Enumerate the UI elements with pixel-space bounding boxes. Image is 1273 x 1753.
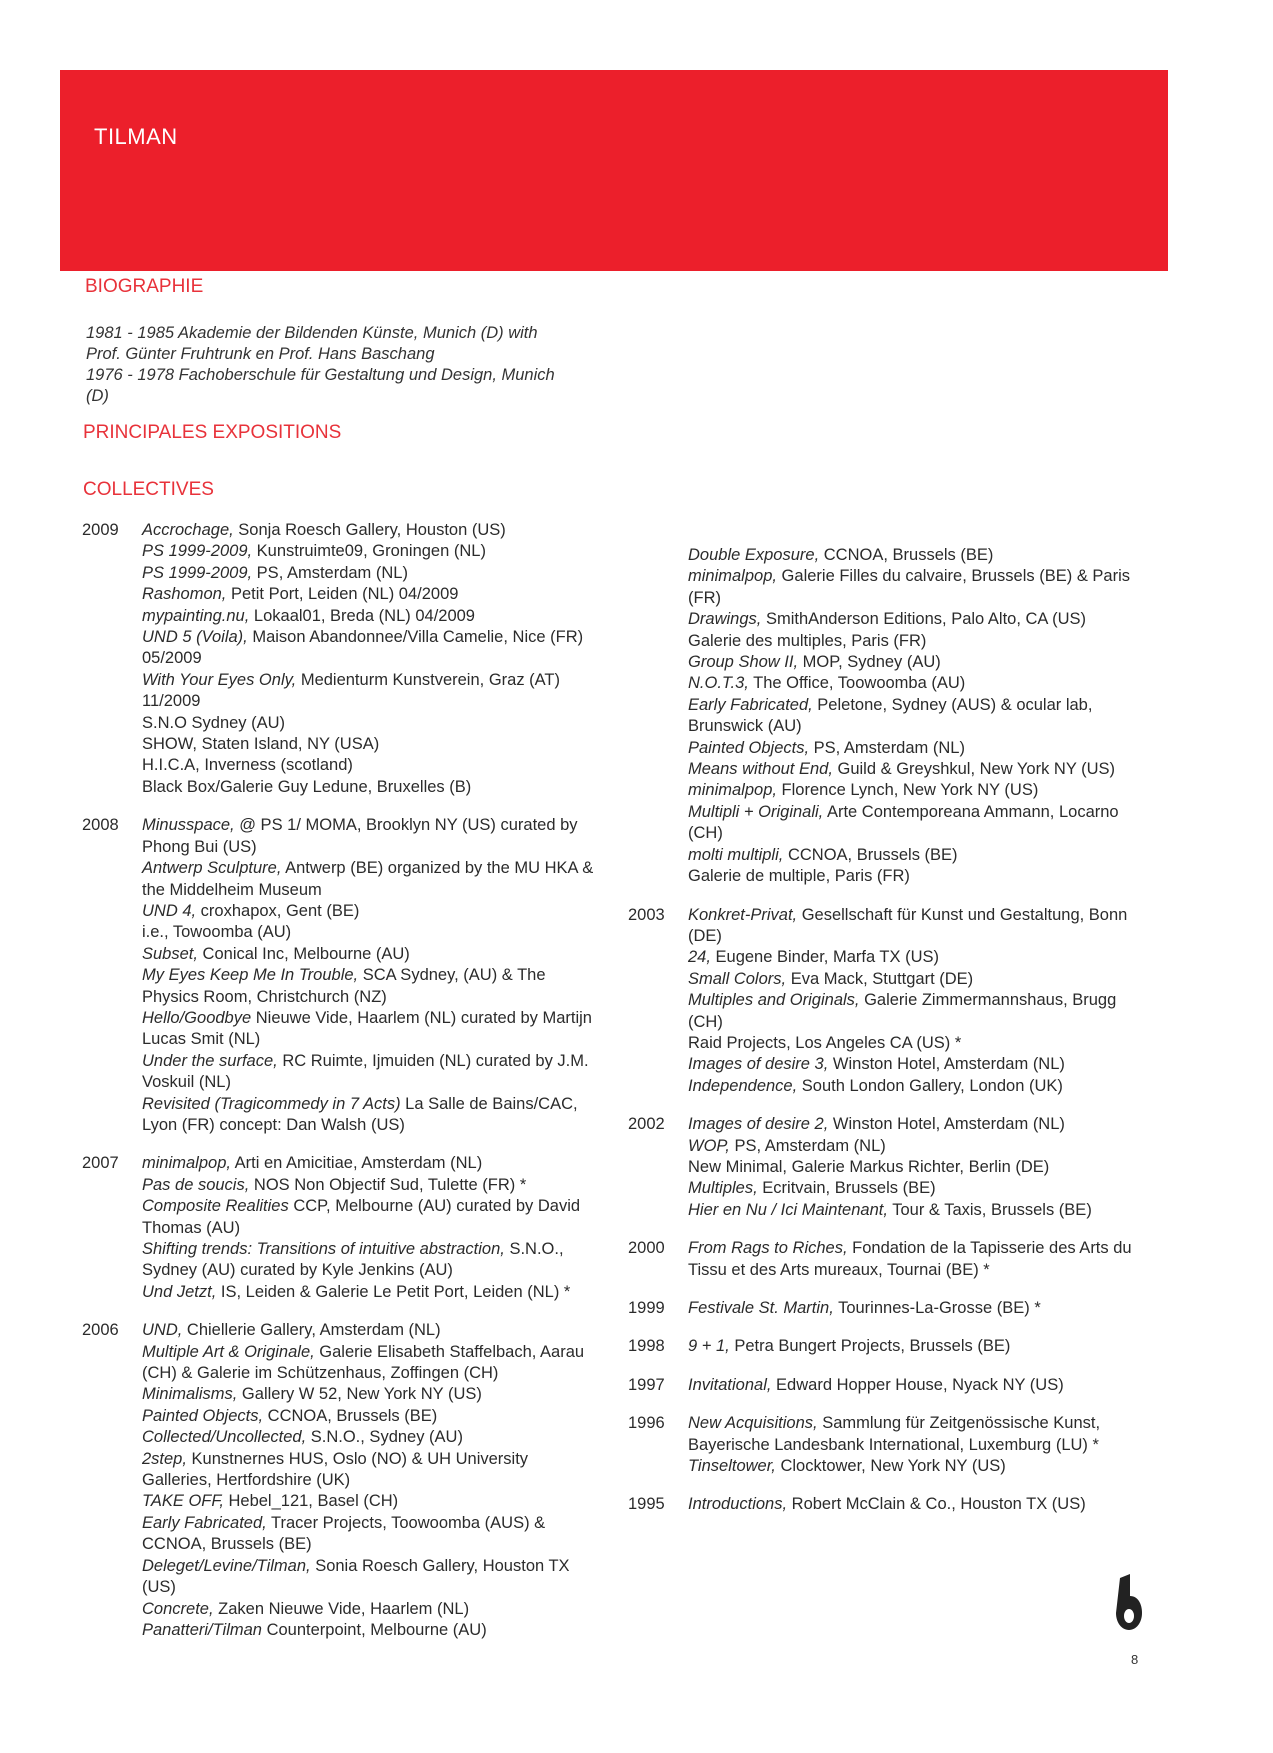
exhibition-title: 2step, xyxy=(142,1449,187,1468)
exhibition-entry xyxy=(688,1054,1148,1075)
exhibition-title: Hier en Nu / Ici Maintenant, xyxy=(688,1200,888,1219)
exhibition-title: Multipli + Originali, xyxy=(688,802,824,821)
exhibition-venue: Winston Hotel, Amsterdam (NL) xyxy=(828,1115,1065,1134)
year-label: 1996 xyxy=(628,1414,665,1433)
exhibition-venue: Zaken Nieuwe Vide, Haarlem (NL) xyxy=(213,1599,470,1618)
exhibition-title: UND 4, xyxy=(142,901,197,920)
exhibition-venue: RC Ruimte, Ijmuiden (NL) curated by J.M. Voskuil (NL) xyxy=(142,1051,589,1092)
exhibition-venue: NOS Non Objectif Sud, Tulette (FR) * xyxy=(249,1175,527,1194)
exhibition-title: Introductions, xyxy=(688,1495,788,1514)
exhibition-title: Drawings, xyxy=(688,610,762,629)
exhibition-venue: Edward Hopper House, Nyack NY (US) xyxy=(771,1375,1064,1394)
exhibition-entry xyxy=(688,609,1148,630)
exhibition-entry xyxy=(142,627,602,670)
exhibition-entry xyxy=(142,606,602,627)
year-label: 2007 xyxy=(82,1154,119,1173)
exhibition-title: Und Jetzt, xyxy=(142,1282,217,1301)
exhibition-entry xyxy=(142,755,602,776)
exhibition-title: Concrete, xyxy=(142,1599,214,1618)
exhibition-entry xyxy=(688,780,1148,801)
exhibition-entry xyxy=(142,901,602,922)
exhibition-entry xyxy=(688,947,1148,968)
exhibition-venue: Clocktower, New York NY (US) xyxy=(775,1457,1006,1476)
exhibition-title: New Acquisitions, xyxy=(688,1414,818,1433)
exhibition-entry xyxy=(688,1413,1148,1456)
exhibition-entry xyxy=(142,1008,602,1051)
exhibition-entry xyxy=(688,759,1148,780)
exhibition-venue: Tourinnes-La-Grosse (BE) * xyxy=(833,1299,1041,1317)
exhibition-venue: Galerie de multiple, Paris (FR) xyxy=(688,867,910,886)
exhibition-venue: Galerie Zimmermannshaus, Brugg (CH) xyxy=(688,991,1117,1031)
exhibition-venue: Gallery W 52, New York NY (US) xyxy=(237,1385,482,1404)
header-banner xyxy=(60,70,1168,271)
exhibition-title: N.O.T.3, xyxy=(688,674,749,693)
exhibition-venue: Arte Contemporeana Ammann, Locarno (CH) xyxy=(688,802,1119,843)
exhibition-title: Subset, xyxy=(142,944,198,963)
exhibition-entry xyxy=(688,673,1148,694)
exhibition-title: My Eyes Keep Me In Trouble, xyxy=(142,966,359,985)
exhibition-venue: Petra Bungert Projects, Brussels (BE) xyxy=(729,1337,1011,1356)
exhibition-venue: Eugene Binder, Marfa TX (US) xyxy=(710,948,939,967)
exhibition-venue: Sonia Roesch Gallery, Houston TX (US) xyxy=(142,1556,570,1597)
exhibition-title: Early Fabricated, xyxy=(688,695,813,714)
exhibition-title: Shifting trends: Transitions of intuitive abstraction, xyxy=(142,1240,505,1258)
exhibition-year-group xyxy=(628,1413,1148,1477)
exhibition-venue: Sonja Roesch Gallery, Houston (US) xyxy=(233,521,506,539)
exhibition-title: molti multipli, xyxy=(688,845,784,864)
exhibition-entry xyxy=(142,541,602,562)
exhibition-entry xyxy=(688,802,1148,845)
exhibition-entry xyxy=(142,1051,602,1094)
exhibition-title: Composite Realities xyxy=(142,1197,289,1216)
exhibition-entry xyxy=(142,777,602,798)
exhibition-venue: CCNOA, Brussels (BE) xyxy=(819,546,994,564)
exhibition-title: Minimalisms, xyxy=(142,1385,238,1404)
exhibition-venue: Kunstruimte09, Groningen (NL) xyxy=(252,542,486,561)
exhibition-entry xyxy=(688,695,1148,738)
exhibition-entry xyxy=(688,1114,1148,1135)
exhibition-title: Independence, xyxy=(688,1076,798,1095)
exhibition-title: 9 + 1, xyxy=(688,1337,730,1356)
exhibition-title: Images of desire 3, xyxy=(688,1055,829,1074)
exhibition-venue: Galerie Filles du calvaire, Brussels (BE) & Paris (FR) xyxy=(688,567,1130,607)
exhibition-venue: Nieuwe Vide, Haarlem (NL) curated by Martijn Lucas Smit (NL) xyxy=(142,1008,592,1049)
exhibition-entry xyxy=(142,520,602,541)
exhibition-title: Pas de soucis, xyxy=(142,1175,250,1194)
exhibition-entry xyxy=(688,1298,1148,1319)
exhibition-entry xyxy=(142,1513,602,1556)
year-label: 2003 xyxy=(628,905,665,924)
exhibition-venue: SCA Sydney, (AU) & The Physics Room, Christchurch (NZ) xyxy=(142,966,546,1006)
exhibition-year-group xyxy=(628,1336,1148,1357)
exhibition-entry xyxy=(688,1157,1148,1178)
year-label: 1995 xyxy=(628,1495,665,1514)
exhibition-title: Group Show II, xyxy=(688,653,799,672)
exhibition-venue: CCP, Melbourne (AU) curated by David Thomas (AU) xyxy=(142,1197,581,1237)
exhibition-venue: La Salle de Bains/CAC, Lyon (FR) concept: Dan Walsh (US) xyxy=(142,1094,578,1134)
exhibition-year-group xyxy=(82,520,602,798)
exhibition-title: Double Exposure, xyxy=(688,546,820,564)
exhibition-entry xyxy=(142,922,602,943)
exhibition-entry xyxy=(688,1033,1148,1054)
section-biographie: BIOGRAPHIE xyxy=(85,276,204,297)
exhibition-entry xyxy=(688,566,1148,609)
exhibition-title: Festivale St. Martin, xyxy=(688,1299,834,1317)
exhibition-venue: CCNOA, Brussels (BE) xyxy=(263,1406,438,1425)
exhibition-entry xyxy=(142,1094,602,1137)
exhibition-entry xyxy=(688,990,1148,1033)
exhibition-venue: Maison Abandonnee/Villa Camelie, Nice (FR) 05/2009 xyxy=(142,628,584,668)
exhibition-venue: South London Gallery, London (UK) xyxy=(797,1076,1063,1095)
exhibition-entry xyxy=(688,1178,1148,1199)
exhibition-venue: IS, Leiden & Galerie Le Petit Port, Leiden (NL) * xyxy=(216,1282,571,1301)
exhibition-entry xyxy=(142,563,602,584)
exhibition-title: Invitational, xyxy=(688,1375,772,1394)
exhibition-venue: Winston Hotel, Amsterdam (NL) xyxy=(828,1055,1065,1074)
exhibition-title: Collected/Uncollected, xyxy=(142,1428,307,1447)
exhibition-venue: Counterpoint, Melbourne (AU) xyxy=(262,1620,487,1639)
exhibition-venue: @ PS 1/ MOMA, Brooklyn NY (US) curated by Phong Bui (US) xyxy=(142,816,578,856)
exhibition-venue: S.N.O., Sydney (AU) curated by Kyle Jenkins (AU) xyxy=(142,1240,564,1280)
exhibition-entry xyxy=(142,734,602,755)
year-label: 2009 xyxy=(82,521,119,539)
exhibition-title: minimalpop, xyxy=(688,781,777,800)
exhibition-title: Painted Objects, xyxy=(688,738,810,757)
exhibition-title: Konkret-Privat, xyxy=(688,905,798,924)
publisher-logo-icon xyxy=(1116,1574,1142,1635)
exhibition-venue: S.N.O., Sydney (AU) xyxy=(306,1428,463,1447)
exhibition-title: WOP, xyxy=(688,1136,730,1155)
exhibition-title: Panatteri/Tilman xyxy=(142,1620,262,1639)
exhibition-venue: SmithAnderson Editions, Palo Alto, CA (US) xyxy=(761,610,1087,629)
exhibition-entry xyxy=(142,1406,602,1427)
exhibition-venue: CCNOA, Brussels (BE) xyxy=(783,845,958,864)
exhibition-venue: Galerie Elisabeth Staffelbach, Aarau (CH) & Galerie im Schützenhaus, Zoffingen (CH) xyxy=(142,1342,585,1383)
exhibition-entry xyxy=(142,1320,602,1341)
exhibition-title: Antwerp Sculpture, xyxy=(142,859,282,878)
exhibition-entry xyxy=(688,652,1148,673)
exhibition-entry xyxy=(688,866,1148,887)
exhibition-venue: Tour & Taxis, Brussels (BE) xyxy=(887,1200,1092,1219)
exhibition-title: Under the surface, xyxy=(142,1051,278,1070)
exhibition-entry xyxy=(142,1175,602,1196)
exhibition-year-group xyxy=(628,1375,1148,1396)
exhibition-venue: Eva Mack, Stuttgart (DE) xyxy=(786,969,974,988)
exhibition-venue: Arti en Amicitiae, Amsterdam (NL) xyxy=(230,1154,483,1173)
exhibition-entry xyxy=(142,670,602,713)
exhibition-entry xyxy=(142,965,602,1008)
exhibition-entry xyxy=(142,1556,602,1599)
exhibition-venue: Florence Lynch, New York NY (US) xyxy=(776,781,1039,800)
exhibition-entry xyxy=(142,1153,602,1174)
exhibition-venue: PS, Amsterdam (NL) xyxy=(252,563,408,582)
exhibition-title: Means without End, xyxy=(688,760,833,779)
exhibition-year-group xyxy=(628,1238,1148,1281)
exhibition-venue: Ecritvain, Brussels (BE) xyxy=(757,1179,936,1198)
right-column xyxy=(628,545,1148,1516)
bio-line: Prof. Günter Fruhtrunk en Prof. Hans Baschang xyxy=(86,345,435,363)
exhibition-title: From Rags to Riches, xyxy=(688,1239,848,1258)
exhibition-title: PS 1999-2009, xyxy=(142,542,253,561)
exhibition-entry xyxy=(688,1136,1148,1157)
year-label: 2000 xyxy=(628,1239,665,1258)
exhibition-venue: Guild & Greyshkul, New York NY (US) xyxy=(832,760,1116,779)
exhibition-entry xyxy=(688,545,1148,566)
exhibition-venue: Tracer Projects, Toowoomba (AUS) & CCNOA, Brussels (BE) xyxy=(142,1513,546,1554)
exhibition-entry xyxy=(688,1336,1148,1357)
exhibition-year-group xyxy=(628,1494,1148,1515)
biography-text xyxy=(86,323,606,407)
exhibition-entry xyxy=(142,1427,602,1448)
exhibition-venue: Peletone, Sydney (AUS) & ocular lab, Brunswick (AU) xyxy=(688,695,1093,736)
exhibition-entry xyxy=(688,905,1148,948)
exhibition-venue: The Office, Toowoomba (AU) xyxy=(748,674,966,693)
exhibition-title: Accrochage, xyxy=(142,521,234,539)
exhibition-entry xyxy=(142,1620,602,1641)
exhibition-entry xyxy=(688,1375,1148,1396)
exhibition-entry xyxy=(688,631,1148,652)
exhibition-title: UND 5 (Voila), xyxy=(142,628,248,647)
exhibition-venue: Chiellerie Gallery, Amsterdam (NL) xyxy=(182,1321,441,1340)
exhibition-year-group xyxy=(628,1114,1148,1221)
exhibition-title: PS 1999-2009, xyxy=(142,563,253,582)
exhibition-entry xyxy=(142,1491,602,1512)
exhibition-title: Revisited (Tragicommedy in 7 Acts) xyxy=(142,1094,401,1113)
exhibition-title: Rashomon, xyxy=(142,585,227,604)
exhibition-entry xyxy=(688,1456,1148,1477)
exhibition-title: Early Fabricated, xyxy=(142,1513,267,1532)
bio-line: (D) xyxy=(86,387,109,405)
exhibition-venue: croxhapox, Gent (BE) xyxy=(196,901,360,920)
exhibition-title: Multiple Art & Originale, xyxy=(142,1342,315,1361)
exhibition-title: UND, xyxy=(142,1321,183,1340)
exhibition-entry xyxy=(142,1599,602,1620)
exhibition-entry xyxy=(142,1342,602,1385)
exhibition-title: Images of desire 2, xyxy=(688,1115,829,1134)
exhibition-entry xyxy=(142,944,602,965)
exhibition-year-group xyxy=(82,815,602,1136)
page-number: 8 xyxy=(1131,1652,1139,1667)
exhibition-venue: Medienturm Kunstverein, Graz (AT) 11/2009 xyxy=(142,670,561,711)
exhibition-entry xyxy=(142,584,602,605)
exhibition-venue: Raid Projects, Los Angeles CA (US) * xyxy=(688,1033,962,1052)
exhibition-entry xyxy=(688,738,1148,759)
section-collectives: COLLECTIVES xyxy=(83,479,214,500)
exhibition-title: Minusspace, xyxy=(142,816,235,835)
exhibition-venue: PS, Amsterdam (NL) xyxy=(729,1136,886,1155)
exhibition-entry xyxy=(142,713,602,734)
exhibition-entry xyxy=(688,1200,1148,1221)
exhibition-venue: SHOW, Staten Island, NY (USA) xyxy=(142,735,380,754)
exhibition-venue: Kunstnernes HUS, Oslo (NO) & UH University Galleries, Hertfordshire (UK) xyxy=(142,1449,529,1490)
exhibition-year-group xyxy=(82,1153,602,1303)
exhibition-title: 24, xyxy=(688,948,711,967)
exhibition-entry xyxy=(142,1239,602,1282)
exhibition-venue: MOP, Sydney (AU) xyxy=(798,653,941,672)
exhibition-title: TAKE OFF, xyxy=(142,1492,224,1511)
year-label: 2008 xyxy=(82,816,119,835)
exhibition-venue: Conical Inc, Melbourne (AU) xyxy=(197,944,410,963)
exhibition-venue: Petit Port, Leiden (NL) 04/2009 xyxy=(226,585,459,604)
exhibition-venue: New Minimal, Galerie Markus Richter, Berlin (DE) xyxy=(688,1157,1050,1176)
artist-name: TILMAN xyxy=(94,124,178,149)
exhibition-entry xyxy=(142,1196,602,1239)
exhibition-title: With Your Eyes Only, xyxy=(142,670,297,689)
exhibition-venue: Galerie des multiples, Paris (FR) xyxy=(688,631,927,650)
exhibition-venue: PS, Amsterdam (NL) xyxy=(809,738,965,757)
exhibition-entry xyxy=(688,1494,1148,1515)
exhibition-year-group xyxy=(82,1320,602,1641)
exhibition-venue: S.N.O Sydney (AU) xyxy=(142,713,286,732)
exhibition-venue: Lokaal01, Breda (NL) 04/2009 xyxy=(249,606,475,625)
exhibition-title: mypainting.nu, xyxy=(142,606,250,625)
year-label: 1999 xyxy=(628,1299,665,1317)
exhibition-venue: H.I.C.A, Inverness (scotland) xyxy=(142,756,353,775)
exhibition-venue: Gesellschaft für Kunst und Gestaltung, Bonn (DE) xyxy=(688,905,1128,945)
exhibition-year-group xyxy=(628,545,1148,888)
exhibition-entry xyxy=(142,1282,602,1303)
exhibition-title: Multiples, xyxy=(688,1179,758,1198)
year-label: 2006 xyxy=(82,1321,119,1340)
exhibition-title: Painted Objects, xyxy=(142,1406,264,1425)
exhibition-title: Multiples and Originals, xyxy=(688,991,860,1010)
exhibition-venue: Robert McClain & Co., Houston TX (US) xyxy=(787,1495,1086,1514)
exhibition-title: Hello/Goodbye xyxy=(142,1008,252,1027)
exhibition-title: minimalpop, xyxy=(688,567,777,586)
exhibition-year-group xyxy=(628,905,1148,1098)
exhibition-venue: Fondation de la Tapisserie des Arts du Tissu et des Arts mureaux, Tournai (BE) * xyxy=(688,1239,1132,1279)
exhibition-title: Small Colors, xyxy=(688,969,787,988)
year-label: 2002 xyxy=(628,1115,665,1134)
exhibition-venue: Black Box/Galerie Guy Ledune, Bruxelles (B) xyxy=(142,777,472,796)
exhibition-entry xyxy=(688,1076,1148,1097)
exhibition-venue: Sammlung für Zeitgenössische Kunst, Bayerische Landesbank International, Luxemburg (LU) * xyxy=(688,1414,1101,1454)
exhibition-venue: Antwerp (BE) organized by the MU HKA & the Middelheim Museum xyxy=(142,859,594,899)
exhibition-title: minimalpop, xyxy=(142,1154,231,1173)
exhibition-entry xyxy=(142,1384,602,1405)
exhibition-entry xyxy=(142,1449,602,1492)
exhibition-title: Deleget/Levine/Tilman, xyxy=(142,1556,311,1575)
bio-line: 1976 - 1978 Fachoberschule für Gestaltung und Design, Munich xyxy=(86,366,555,384)
exhibition-entry xyxy=(142,815,602,858)
section-expositions: PRINCIPALES EXPOSITIONS xyxy=(83,422,342,443)
year-label: 1998 xyxy=(628,1337,665,1356)
exhibition-year-group xyxy=(628,1298,1148,1319)
exhibition-entry xyxy=(688,969,1148,990)
bio-line: 1981 - 1985 Akademie der Bildenden Künste, Munich (D) with xyxy=(86,324,538,342)
exhibition-entry xyxy=(688,845,1148,866)
year-label: 1997 xyxy=(628,1375,665,1394)
exhibition-entry xyxy=(142,858,602,901)
exhibition-entry xyxy=(688,1238,1148,1281)
exhibition-venue: Hebel_121, Basel (CH) xyxy=(223,1492,399,1511)
exhibition-title: Tinseltower, xyxy=(688,1457,776,1476)
left-column xyxy=(82,520,602,1641)
exhibition-venue: i.e., Towoomba (AU) xyxy=(142,923,292,942)
